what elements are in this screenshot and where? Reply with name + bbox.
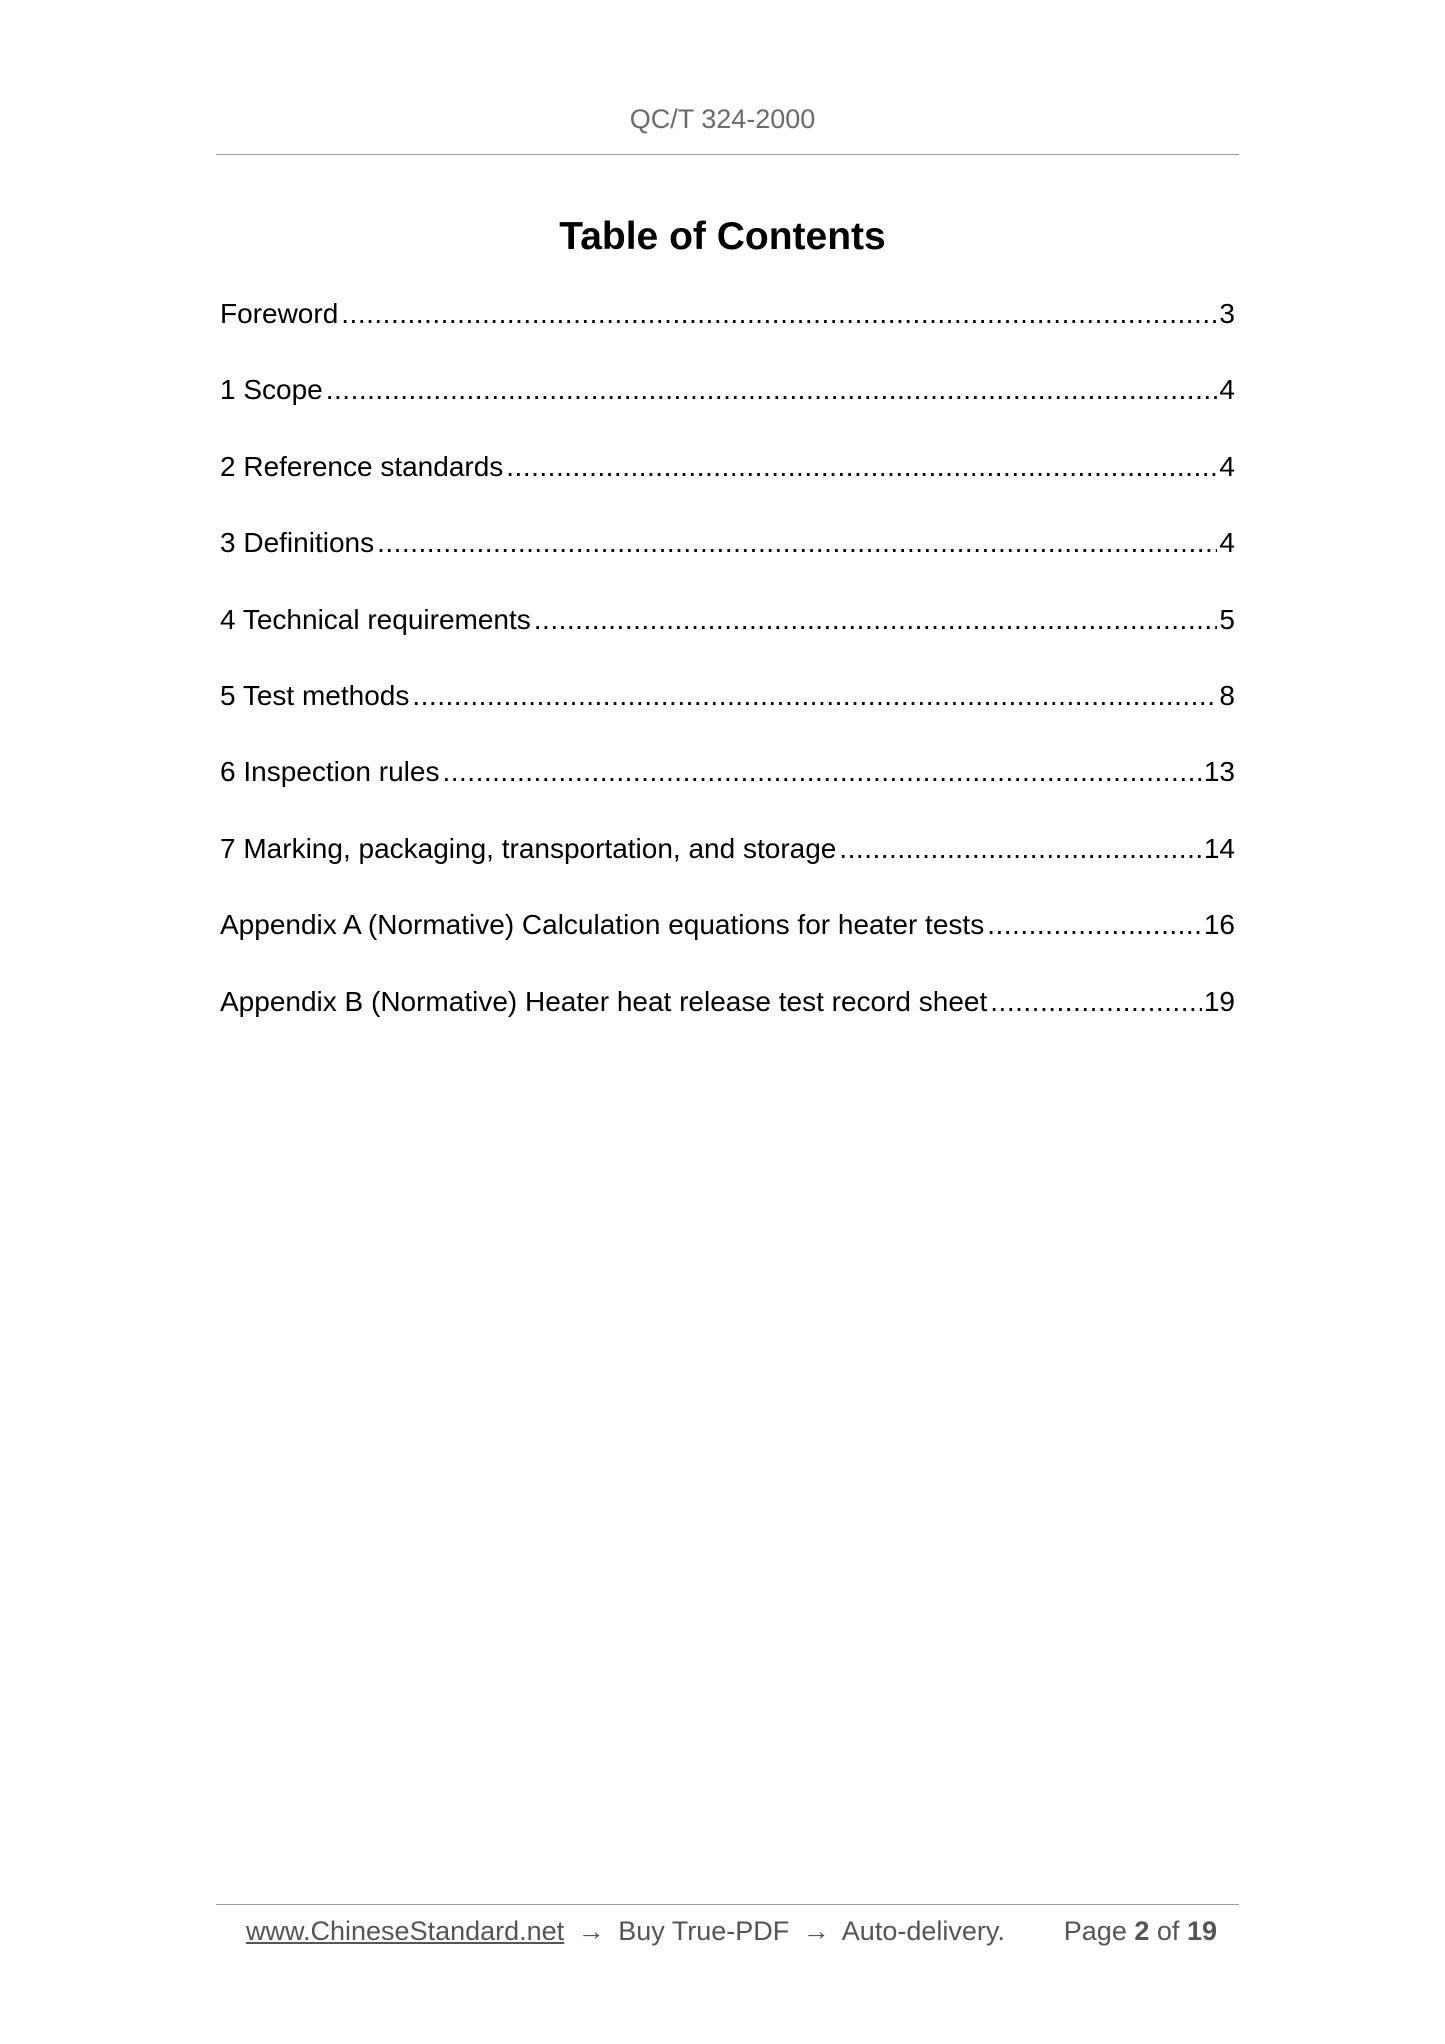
dot-leader [534, 602, 1218, 638]
dot-leader [326, 372, 1218, 408]
arrow-right-icon: → [802, 1916, 830, 1946]
dot-leader [412, 678, 1217, 714]
dot-leader [990, 984, 1202, 1020]
arrow-right-icon: → [577, 1916, 605, 1946]
toc-entry-appendix-a[interactable] [220, 907, 1235, 983]
toc-entry-label: 6 Inspection rules [220, 756, 440, 788]
site-link[interactable]: www.ChineseStandard.net [246, 1916, 565, 1946]
current-page-number: 2 [1134, 1916, 1150, 1946]
toc-entry-label: 1 Scope [220, 374, 323, 406]
dot-leader [341, 296, 1217, 332]
toc-entry-definitions[interactable] [220, 525, 1235, 601]
toc-entry-label: Foreword [220, 298, 339, 329]
toc-entry-page: 3 [1219, 298, 1235, 329]
dot-leader [987, 907, 1202, 943]
toc-entry-label: Appendix B (Normative) Heater heat release test record sheet [220, 985, 988, 1017]
page-word: Page [1063, 1916, 1127, 1946]
toc-entry-appendix-b[interactable] [220, 984, 1235, 1060]
document-number: QC/T 324-2000 [629, 104, 816, 134]
toc-entry-test-methods[interactable] [220, 678, 1235, 754]
toc-entry-label: 2 Reference standards [220, 450, 504, 482]
toc-entry-page: 5 [1219, 603, 1235, 635]
toc-entry-foreword[interactable] [220, 296, 1235, 372]
page-counter [1064, 1914, 1217, 1948]
toc-entry-page: 4 [1219, 374, 1235, 406]
auto-delivery-text: Auto-delivery. [841, 1916, 1005, 1946]
footer-promo [246, 1914, 1005, 1948]
toc-entry-page: 14 [1203, 832, 1235, 864]
toc-entry-page: 8 [1219, 679, 1235, 711]
toc-entry-label: 3 Definitions [220, 527, 375, 559]
dot-leader [442, 754, 1201, 790]
toc-entry-page: 4 [1219, 450, 1235, 482]
toc-entry-reference-standards[interactable] [220, 449, 1235, 525]
page-footer [0, 1900, 1445, 1960]
dot-leader [506, 449, 1217, 485]
of-word: of [1156, 1916, 1180, 1946]
toc-title: Table of Contents [559, 215, 886, 258]
toc-entry-label: 7 Marking, packaging, transportation, and storage [220, 832, 837, 864]
header-divider [216, 154, 1239, 155]
dot-leader [377, 525, 1217, 561]
toc-entry-label: 4 Technical requirements [220, 603, 531, 635]
dot-leader [839, 831, 1201, 867]
toc-entry-inspection-rules[interactable] [220, 754, 1235, 830]
toc-entry-label: 5 Test methods [220, 679, 410, 711]
toc-entry-label: Appendix A (Normative) Calculation equations for heater tests [220, 909, 985, 941]
total-pages-number: 19 [1186, 1916, 1217, 1946]
toc-entry-page: 13 [1203, 756, 1235, 788]
toc-entry-marking-packaging[interactable] [220, 831, 1235, 907]
toc-list [220, 296, 1235, 1060]
toc-entry-technical-requirements[interactable] [220, 602, 1235, 678]
footer-divider [216, 1904, 1239, 1905]
toc-entry-scope[interactable] [220, 372, 1235, 448]
page-header [0, 0, 1445, 156]
toc-entry-page: 19 [1203, 985, 1235, 1017]
toc-entry-page: 4 [1219, 527, 1235, 559]
toc-entry-page: 16 [1203, 909, 1235, 941]
buy-true-pdf-text: Buy True-PDF [618, 1916, 790, 1946]
